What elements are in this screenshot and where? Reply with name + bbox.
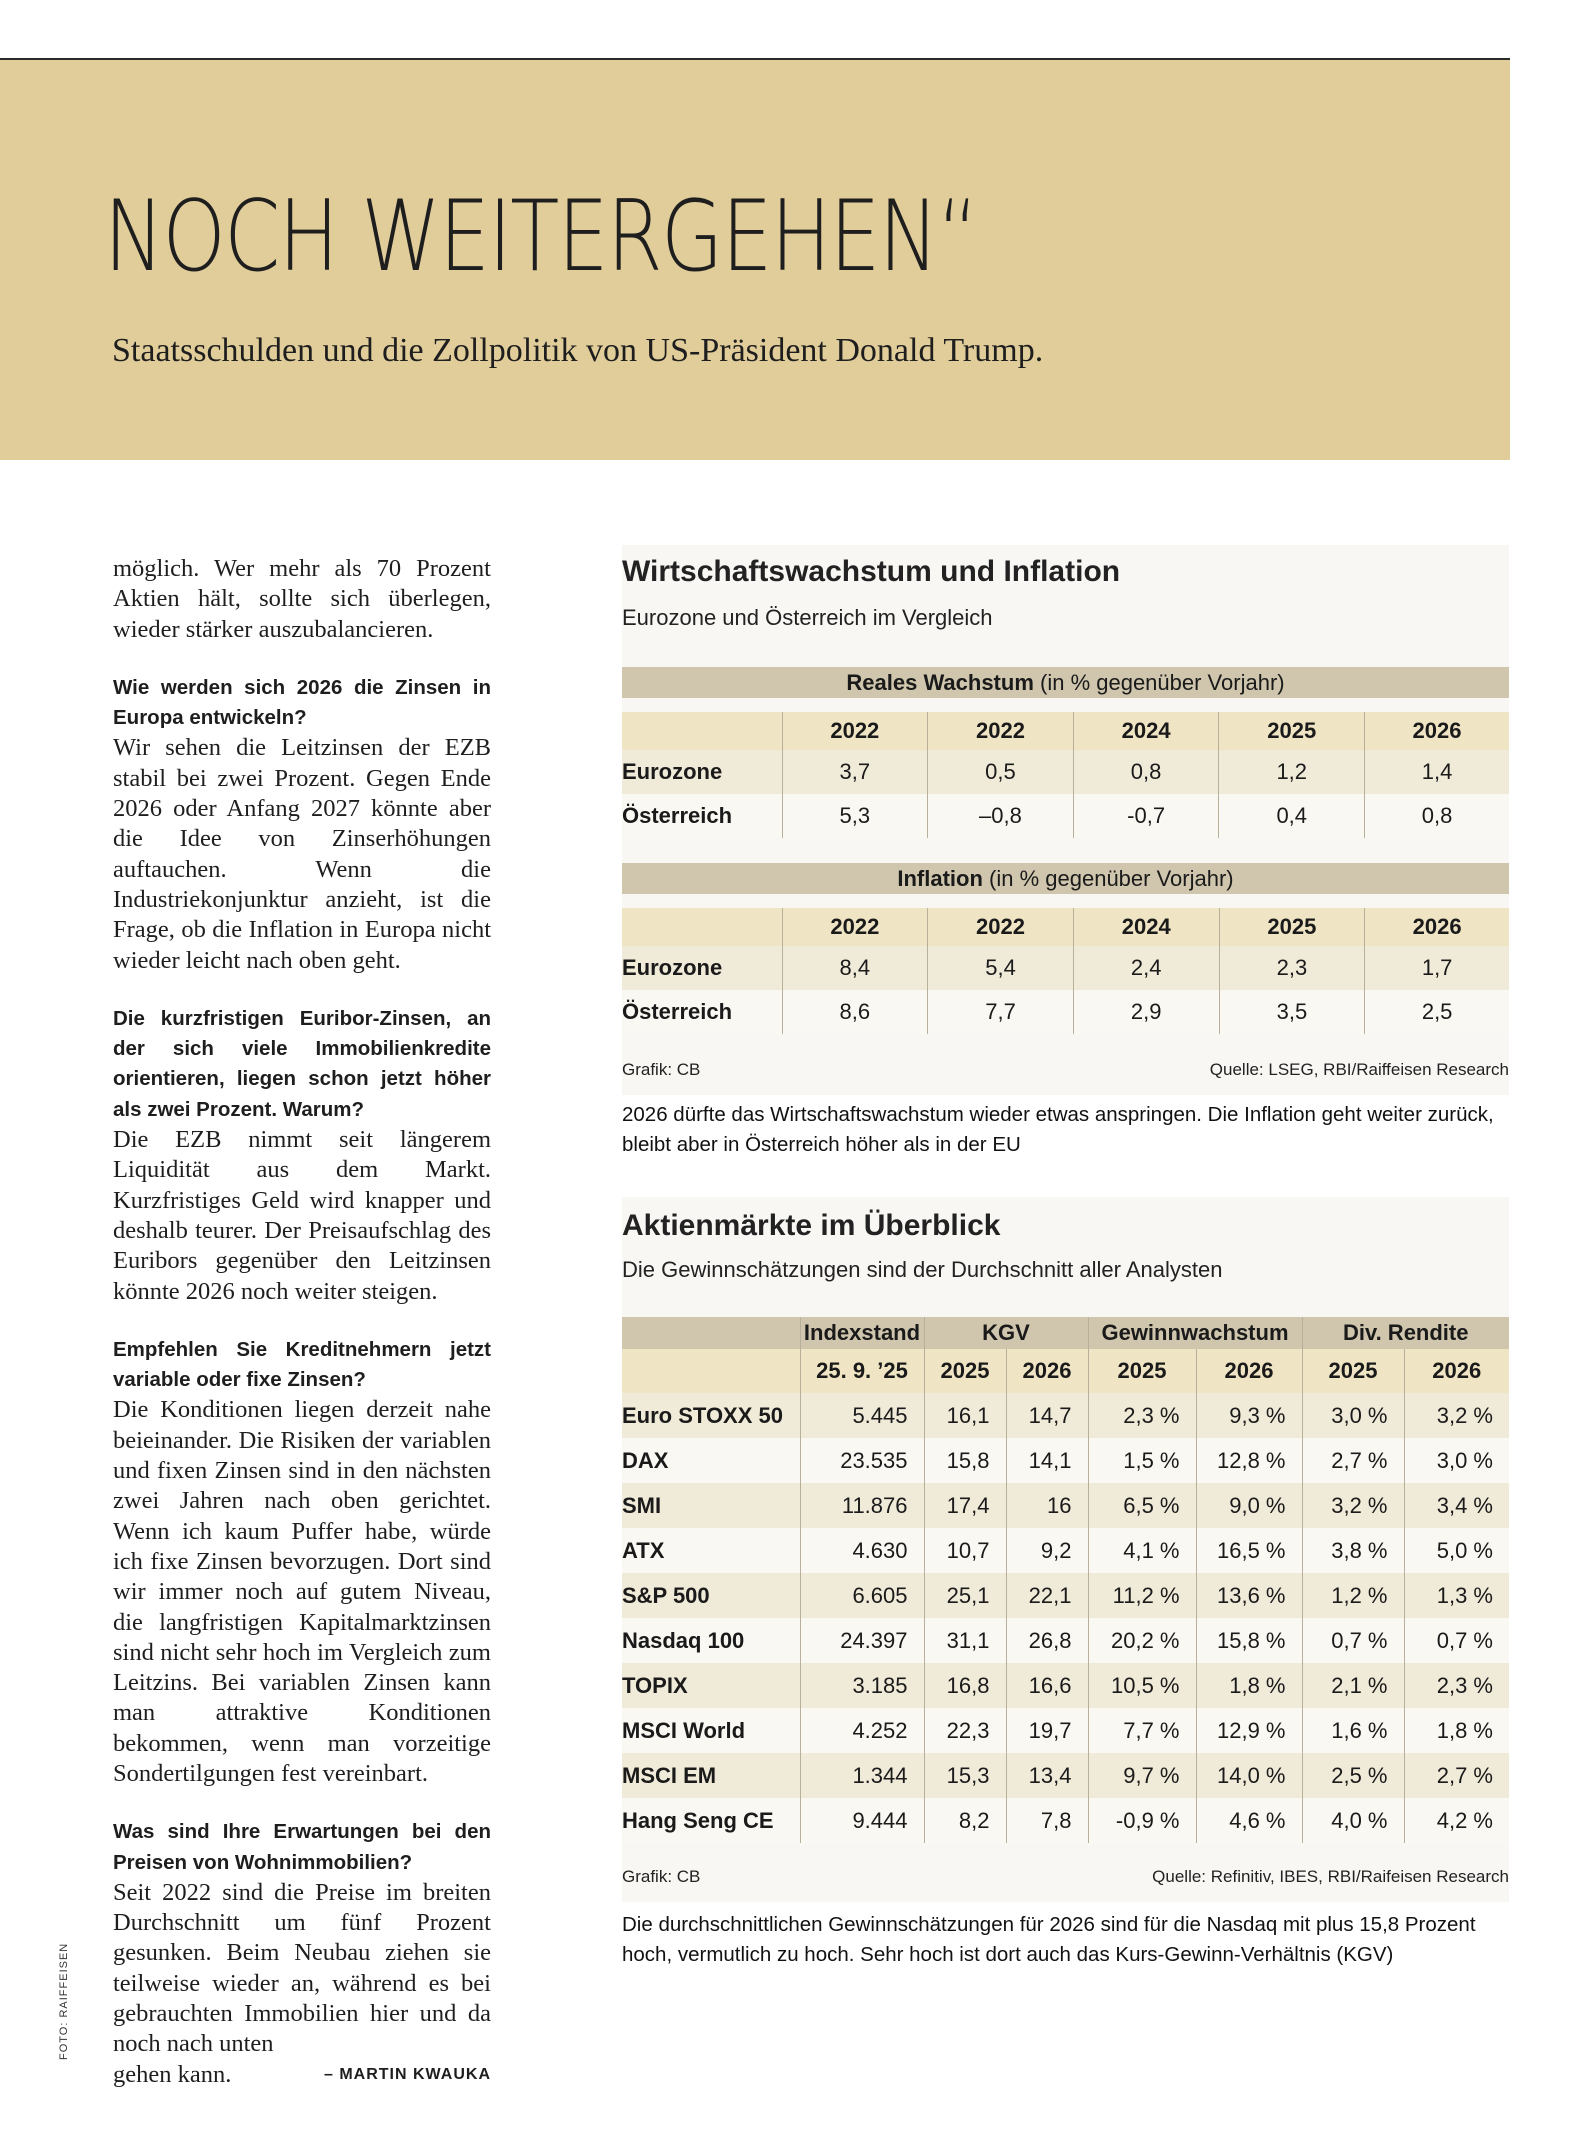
table-cell: 2,5 % <box>1302 1753 1404 1798</box>
table-cell: 3,4 % <box>1404 1483 1509 1528</box>
table-cell: 3,5 <box>1219 990 1365 1034</box>
table-cell: 8,2 <box>924 1798 1006 1843</box>
table-cell: 20,2 % <box>1088 1618 1196 1663</box>
table-cell: 26,8 <box>1006 1618 1088 1663</box>
table-row <box>622 1663 1509 1708</box>
table-row <box>622 1618 1509 1663</box>
subheader: 2025 <box>1302 1349 1404 1393</box>
table-cell: 14,1 <box>1006 1438 1088 1483</box>
table-row <box>622 750 1509 794</box>
year-header: 2022 <box>928 712 1074 750</box>
box2-credit: Grafik: CB <box>622 1867 701 1886</box>
answer-2: Die EZB nimmt seit längerem Liquidität aus dem Markt. Kurzfristiges Geld wird knapper und deshalb teurer. Der Preisaufschlag des Euribors gegenüber den Leitzinsen könnte 2026 noch weiter steigen. <box>113 1126 491 1305</box>
subheader: 2025 <box>1088 1349 1196 1393</box>
table-cell: 2,3 <box>1219 946 1365 990</box>
subheader: 2026 <box>1006 1349 1088 1393</box>
table-cell: 3.185 <box>800 1663 924 1708</box>
table-cell: 1,5 % <box>1088 1438 1196 1483</box>
table-row <box>622 1708 1509 1753</box>
table-row <box>622 946 1509 990</box>
table-cell: 2,3 % <box>1088 1393 1196 1438</box>
table-cell: 4,1 % <box>1088 1528 1196 1573</box>
table-cell: 15,8 % <box>1196 1618 1302 1663</box>
box2-source: Quelle: Refinitiv, IBES, RBI/Raifeisen Research <box>1152 1867 1509 1886</box>
group-header: Indexstand <box>800 1317 924 1349</box>
table-cell: 4,0 % <box>1302 1798 1404 1843</box>
index-name: MSCI EM <box>622 1753 800 1798</box>
box1-title: Wirtschaftswachstum und Inflation <box>622 555 1121 588</box>
table-row <box>622 1573 1509 1618</box>
header-banner <box>0 60 1510 460</box>
group-header: Div. Rendite <box>1302 1317 1509 1349</box>
answer-4-end <box>113 2060 491 2090</box>
table-cell: 0,8 <box>1365 794 1509 838</box>
row-label: Österreich <box>622 794 782 838</box>
table-cell: 11,2 % <box>1088 1573 1196 1618</box>
table-cell: 22,3 <box>924 1708 1006 1753</box>
table-cell: -0,9 % <box>1088 1798 1196 1843</box>
group-header: Gewinnwachstum <box>1088 1317 1302 1349</box>
table-cell: 17,4 <box>924 1483 1006 1528</box>
table-cell: 9.444 <box>800 1798 924 1843</box>
table-cell: 19,7 <box>1006 1708 1088 1753</box>
table-cell: 5.445 <box>800 1393 924 1438</box>
growth-years-row <box>622 712 1509 750</box>
answer-4: Seit 2022 sind die Preise im breiten Durchschnitt um fünf Prozent gesunken. Beim Neubau ziehen sie teilweise wieder an, während es bei gebrauchten Immobilien hier und da noch nach unten <box>113 1878 491 2058</box>
year-header: 2026 <box>1365 712 1509 750</box>
corner-cell <box>622 1317 800 1349</box>
row-label: Österreich <box>622 990 782 1034</box>
box1-subtitle: Eurozone und Österreich im Vergleich <box>622 605 993 630</box>
table-cell: 7,7 <box>928 990 1074 1034</box>
table-row <box>622 1528 1509 1573</box>
table-cell: 4.252 <box>800 1708 924 1753</box>
question-1: Wie werden sich 2026 die Zinsen in Europa entwickeln? <box>113 675 491 730</box>
table-cell: 13,6 % <box>1196 1573 1302 1618</box>
table-cell: 1,2 % <box>1302 1573 1404 1618</box>
table-row <box>622 794 1509 838</box>
growth-inflation-box <box>622 545 1509 1095</box>
table-cell: 16,8 <box>924 1663 1006 1708</box>
stock-markets-box <box>622 1197 1509 1902</box>
table-cell: 13,4 <box>1006 1753 1088 1798</box>
table-cell: 16,1 <box>924 1393 1006 1438</box>
table-cell: 1,7 <box>1365 946 1509 990</box>
author-byline: – MARTIN KWAUKA <box>324 2065 491 2083</box>
table-row <box>622 1393 1509 1438</box>
row-label: Eurozone <box>622 946 782 990</box>
index-name: Hang Seng CE <box>622 1798 800 1843</box>
table-cell: 9,3 % <box>1196 1393 1302 1438</box>
row-label: Eurozone <box>622 750 782 794</box>
box1-source: Quelle: LSEG, RBI/Raiffeisen Research <box>1209 1060 1509 1079</box>
corner-cell <box>622 1349 800 1393</box>
table-cell: 5,3 <box>782 794 928 838</box>
table-cell: 1,4 <box>1365 750 1509 794</box>
growth-table <box>622 667 1509 838</box>
table-cell: 2,1 % <box>1302 1663 1404 1708</box>
table-cell: 2,4 <box>1073 946 1219 990</box>
table-cell: 4,2 % <box>1404 1798 1509 1843</box>
intro-paragraph: möglich. Wer mehr als 70 Prozent Aktien hält, sollte sich überlegen, wieder stärker auszubalancieren. <box>113 555 491 643</box>
box1-meta <box>622 1060 1509 1080</box>
table-cell: 4,6 % <box>1196 1798 1302 1843</box>
growth-band: Reales Wachstum (in % gegenüber Vorjahr) <box>622 667 1509 698</box>
table-cell: 8,4 <box>782 946 928 990</box>
index-name: ATX <box>622 1528 800 1573</box>
table-cell: 15,3 <box>924 1753 1006 1798</box>
table-cell: 14,0 % <box>1196 1753 1302 1798</box>
index-name: TOPIX <box>622 1663 800 1708</box>
table-cell: 23.535 <box>800 1438 924 1483</box>
index-name: MSCI World <box>622 1708 800 1753</box>
table-cell: 2,7 % <box>1302 1438 1404 1483</box>
table-cell: 5,0 % <box>1404 1528 1509 1573</box>
table-cell: 15,8 <box>924 1438 1006 1483</box>
table-cell: 1,3 % <box>1404 1573 1509 1618</box>
table-cell: 0,8 <box>1073 750 1219 794</box>
table-cell: 10,5 % <box>1088 1663 1196 1708</box>
table-cell: 0,7 % <box>1404 1618 1509 1663</box>
table-cell: 16,5 % <box>1196 1528 1302 1573</box>
subheader: 2026 <box>1404 1349 1509 1393</box>
table-cell: 3,2 % <box>1302 1483 1404 1528</box>
year-header: 2025 <box>1219 908 1365 946</box>
table-cell: 7,7 % <box>1088 1708 1196 1753</box>
table-cell: 2,9 <box>1073 990 1219 1034</box>
table-row <box>622 990 1509 1034</box>
year-header: 2025 <box>1219 712 1365 750</box>
table-cell: 1,2 <box>1219 750 1365 794</box>
table-row <box>622 1753 1509 1798</box>
table-cell: -0,7 <box>1073 794 1219 838</box>
table-cell: 10,7 <box>924 1528 1006 1573</box>
table-cell: 3,7 <box>782 750 928 794</box>
group-header: KGV <box>924 1317 1088 1349</box>
table-cell: 16 <box>1006 1483 1088 1528</box>
headline: NOCH WEITERGEHEN“ <box>104 180 978 294</box>
subheader: 25. 9. ’25 <box>800 1349 924 1393</box>
table-cell: 3,0 % <box>1302 1393 1404 1438</box>
subheader: 2025 <box>924 1349 1006 1393</box>
table-cell: 1,8 % <box>1404 1708 1509 1753</box>
table-cell: 4.630 <box>800 1528 924 1573</box>
table-row <box>622 1438 1509 1483</box>
inflation-years-row <box>622 908 1509 946</box>
table-cell: 25,1 <box>924 1573 1006 1618</box>
interview-column <box>113 554 491 2090</box>
table-cell: 9,7 % <box>1088 1753 1196 1798</box>
year-header: 2022 <box>782 908 928 946</box>
table-cell: 1,6 % <box>1302 1708 1404 1753</box>
index-name: DAX <box>622 1438 800 1483</box>
table-cell: 2,7 % <box>1404 1753 1509 1798</box>
inflation-band: Inflation (in % gegenüber Vorjahr) <box>622 863 1509 894</box>
year-header: 2022 <box>782 712 928 750</box>
table-cell: 11.876 <box>800 1483 924 1528</box>
table-cell: 6,5 % <box>1088 1483 1196 1528</box>
index-name: Euro STOXX 50 <box>622 1393 800 1438</box>
table-cell: 31,1 <box>924 1618 1006 1663</box>
year-header: 2024 <box>1073 908 1219 946</box>
answer-1: Wir sehen die Leitzinsen der EZB stabil bei zwei Prozent. Gegen Ende 2026 oder Anfang 2027 könnte aber die Idee von Zinserhöhungen auftauchen. Wenn die Industriekonjunktur anzieht, ist die Frage, ob die Inflation in Europa nicht wieder leicht nach oben geht. <box>113 734 491 974</box>
table-cell: 12,8 % <box>1196 1438 1302 1483</box>
subheader: 2026 <box>1196 1349 1302 1393</box>
answer-3: Die Konditionen liegen derzeit nahe beieinander. Die Risiken der variablen und fixen Zinsen sind in den nächsten zwei Jahren nach oben gerichtet. Wenn ich kaum Puffer habe, würde ich fixe Zinsen bevorzugen. Dort sind wir immer noch auf gutem Niveau, die langfristigen Kapitalmarktzinsen sind nicht sehr hoch im Vergleich zum Leitzins. Bei variablen Zinsen kann man attraktive Konditionen bekommen, wenn man vorzeitige Sondertilgungen fest vereinbart. <box>113 1396 491 1787</box>
table-cell: 12,9 % <box>1196 1708 1302 1753</box>
box1-credit: Grafik: CB <box>622 1060 701 1079</box>
table-cell: 3,0 % <box>1404 1438 1509 1483</box>
year-header: 2022 <box>928 908 1074 946</box>
table-cell: 16,6 <box>1006 1663 1088 1708</box>
table-cell: 9,2 <box>1006 1528 1088 1573</box>
table-cell: 3,8 % <box>1302 1528 1404 1573</box>
table-row <box>622 1483 1509 1528</box>
answer-4-last-words: gehen kann. <box>113 2060 232 2088</box>
table-row <box>622 1798 1509 1843</box>
year-header: 2024 <box>1073 712 1219 750</box>
table-cell: 24.397 <box>800 1618 924 1663</box>
box2-caption: Die durchschnittlichen Gewinnschätzungen für 2026 sind für die Nasdaq mit plus 15,8 Prozent hoch, vermutlich zu hoch. Sehr hoch ist dort auch das Kurs-Gewinn-Verhältnis (KGV) <box>622 1913 1476 1966</box>
question-3: Empfehlen Sie Kreditnehmern jetzt variable oder fixe Zinsen? <box>113 1337 491 1392</box>
index-name: Nasdaq 100 <box>622 1618 800 1663</box>
box2-title: Aktienmärkte im Überblick <box>622 1209 1001 1242</box>
stock-table <box>622 1317 1509 1843</box>
index-name: SMI <box>622 1483 800 1528</box>
group-header-row <box>622 1317 1509 1349</box>
table-cell: 0,7 % <box>1302 1618 1404 1663</box>
year-header: 2026 <box>1365 908 1509 946</box>
table-cell: 6.605 <box>800 1573 924 1618</box>
box2-meta <box>622 1867 1509 1887</box>
table-cell: 22,1 <box>1006 1573 1088 1618</box>
inflation-table <box>622 863 1509 1034</box>
subhead: Staatsschulden und die Zollpolitik von US-Präsident Donald Trump. <box>112 332 1044 369</box>
table-cell: 2,5 <box>1365 990 1509 1034</box>
table-cell: 1.344 <box>800 1753 924 1798</box>
table-cell: 2,3 % <box>1404 1663 1509 1708</box>
table-cell: 7,8 <box>1006 1798 1088 1843</box>
box2-subtitle: Die Gewinnschätzungen sind der Durchschnitt aller Analysten <box>622 1257 1223 1282</box>
table-cell: 5,4 <box>928 946 1074 990</box>
table-cell: 1,8 % <box>1196 1663 1302 1708</box>
table-cell: 0,5 <box>928 750 1074 794</box>
subheader-row <box>622 1349 1509 1393</box>
table-cell: 14,7 <box>1006 1393 1088 1438</box>
table-cell: 3,2 % <box>1404 1393 1509 1438</box>
question-2: Die kurzfristigen Euribor-Zinsen, an der sich viele Immobilienkredite orientieren, liegen schon jetzt höher als zwei Prozent. Warum? <box>113 1006 491 1121</box>
table-cell: 9,0 % <box>1196 1483 1302 1528</box>
question-4: Was sind Ihre Erwartungen bei den Preisen von Wohnimmobilien? <box>113 1820 491 1874</box>
index-name: S&P 500 <box>622 1573 800 1618</box>
table-cell: 0,4 <box>1219 794 1365 838</box>
photo-credit: FOTO: RAIFFEISEN <box>58 1942 70 2060</box>
table-cell: –0,8 <box>928 794 1074 838</box>
box1-caption: 2026 dürfte das Wirtschaftswachstum wieder etwas anspringen. Die Inflation geht weiter zurück, bleibt aber in Österreich höher als in der EU <box>622 1103 1494 1156</box>
table-cell: 8,6 <box>782 990 928 1034</box>
